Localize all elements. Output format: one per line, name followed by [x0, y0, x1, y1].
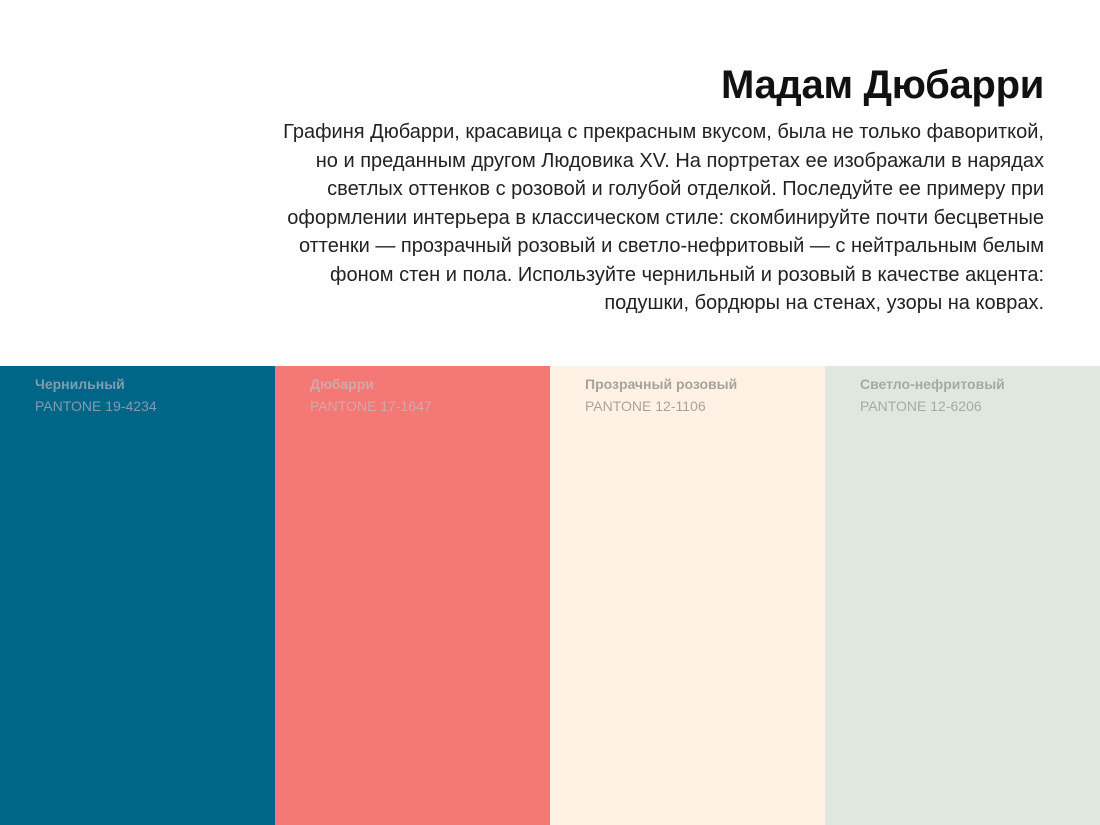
swatch-name: Дюбарри	[310, 376, 374, 392]
swatch-pantone-code: PANTONE 19-4234	[35, 398, 157, 414]
swatch-transparent-pink	[550, 366, 825, 825]
swatch-dubarry	[275, 366, 550, 825]
description-line: Графиня Дюбарри, красавица с прекрасным вкусом, была не только фавориткой,	[283, 121, 1044, 143]
description-line: светлых оттенков с розовой и голубой отделкой. Последуйте ее примеру при	[327, 178, 1044, 200]
swatch-name: Чернильный	[35, 376, 125, 392]
swatch-name: Прозрачный розовый	[585, 376, 738, 392]
swatch-pantone-code: PANTONE 12-6206	[860, 398, 982, 414]
header	[184, 62, 1044, 318]
color-swatches	[0, 366, 1100, 825]
description-line: фоном стен и пола. Используйте чернильный и розовый в качестве акцента:	[330, 263, 1044, 286]
description-line: но и преданным другом Людовика XV. На портретах ее изображали в нарядах	[315, 149, 1044, 172]
swatch-pantone-code: PANTONE 12-1106	[585, 398, 706, 414]
description	[184, 118, 1044, 318]
swatch-ink	[0, 366, 275, 825]
swatch-name: Светло-нефритовый	[860, 376, 1005, 392]
description-line: оттенки — прозрачный розовый и светло-нефритовый — с нейтральным белым	[298, 235, 1044, 257]
swatch-pantone-code: PANTONE 17-1647	[310, 398, 432, 414]
description-line: подушки, бордюры на стенах, узоры на коврах.	[604, 292, 1044, 314]
description-line: оформлении интерьера в классическом стиле: скомбинируйте почти бесцветные	[287, 206, 1044, 229]
swatch-light-jade	[825, 366, 1100, 825]
page-title: Мадам Дюбарри	[720, 63, 1044, 107]
